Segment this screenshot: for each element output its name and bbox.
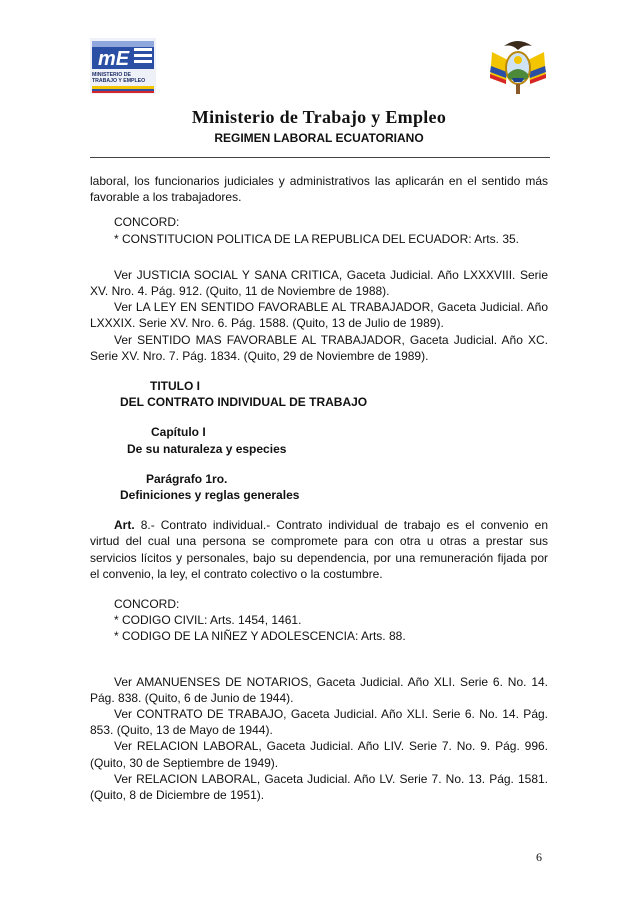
- paragraph-subheading: Definiciones y reglas generales: [120, 488, 300, 503]
- page-body: [90, 173, 548, 803]
- jurisprudence-reference: Ver AMANUENSES DE NOTARIOS, Gaceta Judicial. Año XLI. Serie 6. No. 14. Pág. 838. (Quito, 6 de Junio de 1944).: [90, 674, 548, 705]
- ministry-title: Ministerio de Trabajo y Empleo: [191, 107, 447, 127]
- jurisprudence-reference: Ver CONTRATO DE TRABAJO, Gaceta Judicial. Año XLI. Serie 6. No. 14. Pág. 853. (Quito, 13 de Mayo de 1944).: [90, 707, 548, 738]
- article-text: 8.- Contrato individual.- Contrato individual de trabajo es el convenio en virtud del cual una persona se compromete para con otra u otras a prestar sus servicios lícitos y personales, bajo su dependencia, por una remuneración fijada por el convenio, la ley, el contrato colectivo o la costumbre.: [90, 518, 548, 581]
- paragraph-heading: Parágrafo 1ro.: [146, 471, 228, 486]
- title-subheading: DEL CONTRATO INDIVIDUAL DE TRABAJO: [120, 395, 368, 410]
- concord-item: * CODIGO CIVIL: Arts. 1454, 1461.: [114, 613, 302, 628]
- jurisprudence-reference: Ver LA LEY EN SENTIDO FAVORABLE AL TRABAJADOR, Gaceta Judicial. Año LXXXIX. Serie XV. Nro. 6. Pág. 1588. (Quito, 13 de Julio de 1989).: [90, 300, 548, 331]
- page-number: 6: [536, 850, 542, 864]
- concord-label: CONCORD:: [114, 215, 180, 230]
- title-heading: TITULO I: [150, 379, 200, 394]
- coat-of-arms-icon: [486, 38, 550, 96]
- logo-text-top: MINISTERIO DE: [92, 72, 131, 78]
- ministry-logo-graphic: [90, 38, 156, 94]
- concord-item: * CODIGO DE LA NIÑEZ Y ADOLESCENCIA: Arts. 88.: [114, 629, 406, 644]
- logo-text-bottom: TRABAJO Y EMPLEO: [92, 78, 146, 84]
- jurisprudence-reference: Ver RELACION LABORAL, Gaceta Judicial. Año LIV. Serie 7. No. 9. Pág. 996. (Quito, 30 de Septiembre de 1949).: [90, 739, 548, 770]
- svg-text:mE: mE: [98, 48, 130, 70]
- jurisprudence-reference: Ver JUSTICIA SOCIAL Y SANA CRITICA, Gaceta Judicial. Año LXXXVIII. Serie XV. Nro. 4. Pág. 912. (Quito, 11 de Noviembre de 1988).: [90, 267, 548, 299]
- header-divider: [90, 157, 550, 158]
- ministry-logo: [90, 38, 156, 94]
- article-label: Art.: [114, 518, 135, 533]
- intro-paragraph: laboral, los funcionarios judiciales y administrativos las aplicarán en el sentido más favorable a los trabajadores.: [90, 174, 548, 205]
- concord-label: CONCORD:: [114, 597, 180, 612]
- concord-item: * CONSTITUCION POLITICA DE LA REPUBLICA DEL ECUADOR: Arts. 35.: [114, 231, 519, 246]
- jurisprudence-reference: Ver SENTIDO MAS FAVORABLE AL TRABAJADOR, Gaceta Judicial. Año XC. Serie XV. Nro. 7. Pág. 1834. (Quito, 29 de Noviembre de 1989).: [90, 332, 548, 363]
- jurisprudence-reference: Ver RELACION LABORAL, Gaceta Judicial. Año LV. Serie 7. No. 13. Pág. 1581. (Quito, 8 de Diciembre de 1951).: [90, 771, 548, 803]
- document-subtitle: REGIMEN LABORAL ECUATORIANO: [214, 131, 424, 145]
- chapter-heading: Capítulo I: [151, 425, 206, 440]
- chapter-subheading: De su naturaleza y especies: [127, 441, 287, 456]
- article-8: [90, 517, 548, 582]
